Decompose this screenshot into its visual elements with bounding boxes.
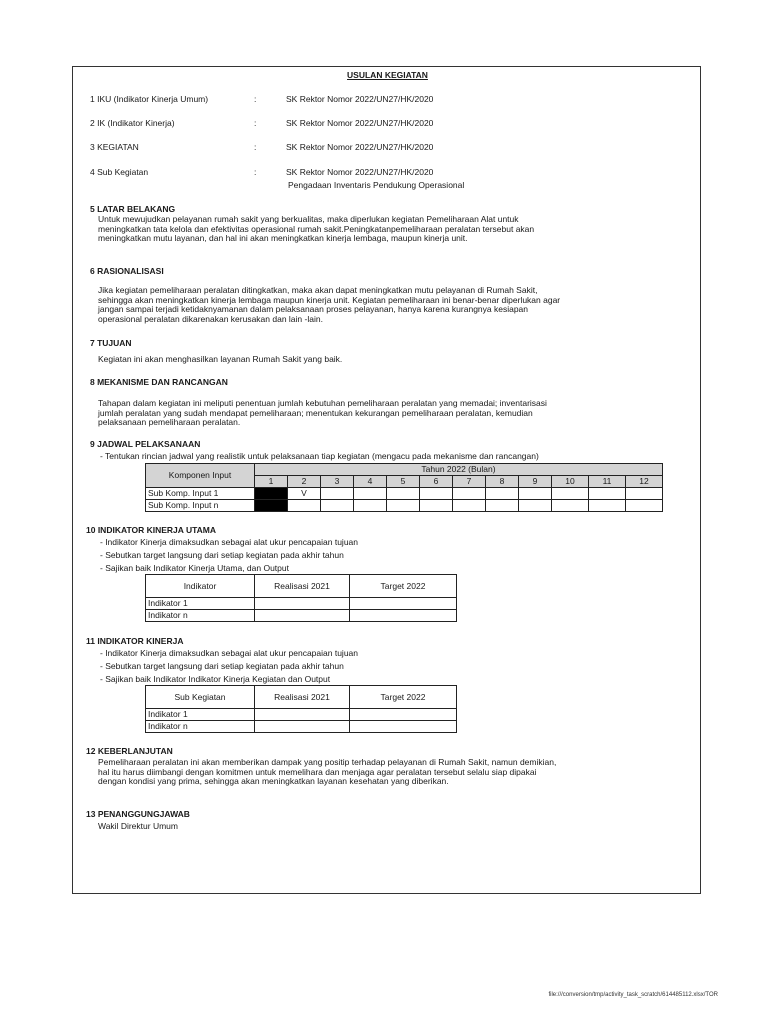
section-text-tujuan: Kegiatan ini akan menghasilkan layanan Rumah Sakit yang baik. bbox=[98, 354, 343, 364]
section-heading-keberlanjutan: 12 KEBERLANJUTAN bbox=[86, 746, 173, 756]
schedule-row bbox=[146, 488, 663, 500]
bullet-item: - Indikator Kinerja dimaksudkan sebagai alat ukur pencapaian tujuan bbox=[100, 537, 358, 547]
document-frame bbox=[72, 66, 701, 894]
iku-header: Indikator bbox=[146, 575, 255, 598]
schedule-cell-filled bbox=[255, 488, 288, 500]
field-value-ik: SK Rektor Nomor 2022/UN27/HK/2020 bbox=[286, 118, 434, 128]
schedule-cell bbox=[354, 500, 387, 512]
schedule-cell bbox=[519, 500, 552, 512]
iku-table bbox=[145, 574, 457, 622]
schedule-header-year: Tahun 2022 (Bulan) bbox=[255, 464, 663, 476]
field-value-kegiatan: SK Rektor Nomor 2022/UN27/HK/2020 bbox=[286, 142, 434, 152]
schedule-cell bbox=[420, 488, 453, 500]
schedule-row-label: Sub Komp. Input n bbox=[146, 500, 255, 512]
schedule-cell bbox=[321, 500, 354, 512]
iku-cell bbox=[350, 598, 457, 610]
ik-table bbox=[145, 685, 457, 733]
section-text-keberlanjutan: Pemeliharaan peralatan ini akan memberikan dampak yang positip terhadap pelayanan di Rumah Sakit, namun demikian, hal itu harus diimbangi dengan komitmen untuk memelihara dan menjaga agar peralatan tersebut selalu siap dipakai dengan kondisi yang prima, sehingga akan meningkatkan layanan kesehatan yang diberikan. bbox=[98, 757, 557, 786]
field-value-sub-kegiatan: SK Rektor Nomor 2022/UN27/HK/2020 bbox=[286, 167, 434, 177]
section-text-mekanisme: Tahapan dalam kegiatan ini meliputi penentuan jumlah kebutuhan pemeliharaan peralatan yang memadai; inventarisasi jumlah peralatan yang sudah mendapat pemeliharaan; menentukan kekurangan pemeliharaan peralatan, kemudian pelaksanaan pemeliharaan peralatan. bbox=[98, 398, 547, 427]
schedule-month: 1 bbox=[255, 476, 288, 488]
ik-row-label: Indikator n bbox=[146, 721, 255, 733]
schedule-cell bbox=[387, 500, 420, 512]
section-heading-ik: 11 INDIKATOR KINERJA bbox=[86, 636, 184, 646]
bullet-item: - Sebutkan target langsung dari setiap kegiatan pada akhir tahun bbox=[100, 550, 344, 560]
schedule-month: 11 bbox=[589, 476, 626, 488]
iku-cell bbox=[350, 610, 457, 622]
section-note-jadwal: - Tentukan rincian jadwal yang realistik untuk pelaksanaan tiap kegiatan (mengacu pada mekanisme dan rancangan) bbox=[100, 451, 539, 461]
ik-cell bbox=[255, 721, 350, 733]
schedule-header-komponen: Komponen Input bbox=[146, 464, 255, 488]
section-text-latar: Untuk mewujudkan pelayanan rumah sakit yang berkualitas, maka diperlukan kegiatan Pemeliharaan Alat untuk meningkatkan tata kelola dan efektivitas operasional rumah sakit.Peningkatanpemeliharaan peralatan tersebut akan meningkatkan mutu layanan, dan hal ini akan meningkatkan kinerja lembaga, maupun kinerja unit. bbox=[98, 214, 535, 243]
schedule-month: 3 bbox=[321, 476, 354, 488]
table-row bbox=[146, 598, 457, 610]
bullet-item: - Sajikan baik Indikator Kinerja Utama, dan Output bbox=[100, 563, 289, 573]
schedule-cell bbox=[626, 500, 663, 512]
field-colon: : bbox=[254, 142, 257, 152]
iku-row-label: Indikator 1 bbox=[146, 598, 255, 610]
schedule-cell bbox=[486, 488, 519, 500]
schedule-month: 7 bbox=[453, 476, 486, 488]
iku-header: Realisasi 2021 bbox=[255, 575, 350, 598]
ik-cell bbox=[350, 709, 457, 721]
schedule-cell bbox=[552, 488, 589, 500]
schedule-cell bbox=[420, 500, 453, 512]
bullet-item: - Sajikan baik Indikator Indikator Kinerja Kegiatan dan Output bbox=[100, 674, 331, 684]
ik-header: Target 2022 bbox=[350, 686, 457, 709]
schedule-cell bbox=[453, 488, 486, 500]
schedule-month: 10 bbox=[552, 476, 589, 488]
iku-cell bbox=[255, 610, 350, 622]
schedule-month: 6 bbox=[420, 476, 453, 488]
bullet-item: - Indikator Kinerja dimaksudkan sebagai alat ukur pencapaian tujuan bbox=[100, 648, 358, 658]
schedule-cell bbox=[288, 500, 321, 512]
section-heading-jadwal: 9 JADWAL PELAKSANAAN bbox=[90, 439, 201, 449]
schedule-month: 12 bbox=[626, 476, 663, 488]
field-value-sub-kegiatan-detail: Pengadaan Inventaris Pendukung Operasional bbox=[288, 180, 465, 190]
iku-header: Target 2022 bbox=[350, 575, 457, 598]
section-heading-mekanisme: 8 MEKANISME DAN RANCANGAN bbox=[90, 377, 228, 387]
field-colon: : bbox=[254, 118, 257, 128]
schedule-month: 5 bbox=[387, 476, 420, 488]
schedule-cell bbox=[354, 488, 387, 500]
field-colon: : bbox=[254, 94, 257, 104]
iku-row-label: Indikator n bbox=[146, 610, 255, 622]
schedule-table bbox=[145, 463, 663, 512]
ik-cell bbox=[350, 721, 457, 733]
section-heading-latar: 5 LATAR BELAKANG bbox=[90, 204, 176, 214]
schedule-row bbox=[146, 500, 663, 512]
schedule-cell bbox=[387, 488, 420, 500]
field-label-kegiatan: 3 KEGIATAN bbox=[90, 142, 139, 152]
schedule-month: 4 bbox=[354, 476, 387, 488]
file-path-footer: file:///conversion/tmp/activity_task_scratch/614485112.xlsx/TOR bbox=[548, 992, 718, 998]
bullet-item: - Sebutkan target langsung dari setiap kegiatan pada akhir tahun bbox=[100, 661, 344, 671]
schedule-cell bbox=[552, 500, 589, 512]
section-heading-rasionalisasi: 6 RASIONALISASI bbox=[90, 266, 164, 276]
document-title: USULAN KEGIATAN bbox=[347, 70, 428, 80]
section-heading-iku: 10 INDIKATOR KINERJA UTAMA bbox=[86, 525, 217, 535]
section-heading-tujuan: 7 TUJUAN bbox=[90, 338, 132, 348]
field-value-iku: SK Rektor Nomor 2022/UN27/HK/2020 bbox=[286, 94, 434, 104]
schedule-month: 8 bbox=[486, 476, 519, 488]
schedule-row-label: Sub Komp. Input 1 bbox=[146, 488, 255, 500]
ik-header: Realisasi 2021 bbox=[255, 686, 350, 709]
schedule-cell bbox=[453, 500, 486, 512]
table-row bbox=[146, 721, 457, 733]
table-row bbox=[146, 610, 457, 622]
schedule-month: 9 bbox=[519, 476, 552, 488]
schedule-cell-filled bbox=[255, 500, 288, 512]
field-label-sub-kegiatan: 4 Sub Kegiatan bbox=[90, 167, 149, 177]
schedule-cell bbox=[589, 488, 626, 500]
schedule-cell bbox=[519, 488, 552, 500]
field-label-ik: 2 IK (Indikator Kinerja) bbox=[90, 118, 175, 128]
schedule-cell bbox=[589, 500, 626, 512]
ik-cell bbox=[255, 709, 350, 721]
table-row bbox=[146, 709, 457, 721]
section-heading-penanggungjawab: 13 PENANGGUNGJAWAB bbox=[86, 809, 190, 819]
field-label-iku: 1 IKU (Indikator Kinerja Umum) bbox=[90, 94, 209, 104]
schedule-cell bbox=[321, 488, 354, 500]
schedule-cell bbox=[486, 500, 519, 512]
schedule-cell: V bbox=[288, 488, 321, 500]
ik-row-label: Indikator 1 bbox=[146, 709, 255, 721]
schedule-month: 2 bbox=[288, 476, 321, 488]
schedule-cell bbox=[626, 488, 663, 500]
section-text-penanggungjawab: Wakil Direktur Umum bbox=[98, 821, 178, 831]
section-text-rasionalisasi: Jika kegiatan pemeliharaan peralatan ditingkatkan, maka akan dapat meningkatkan mutu pelayanan di Rumah Sakit, sehingga akan meningkatkan kinerja lembaga maupun kinerja unit. Kegiatan pemeliharaan ini benar-benar diperlukan agar jangan sampai terjadi ketidaknyamanan dalam pelaksanaan proses pelayanan, hanya karena kurangnya kesiapan operasional peralatan dikarenakan kerusakan dan lain -lain. bbox=[98, 285, 561, 324]
field-colon: : bbox=[254, 167, 257, 177]
iku-cell bbox=[255, 598, 350, 610]
ik-header: Sub Kegiatan bbox=[146, 686, 255, 709]
